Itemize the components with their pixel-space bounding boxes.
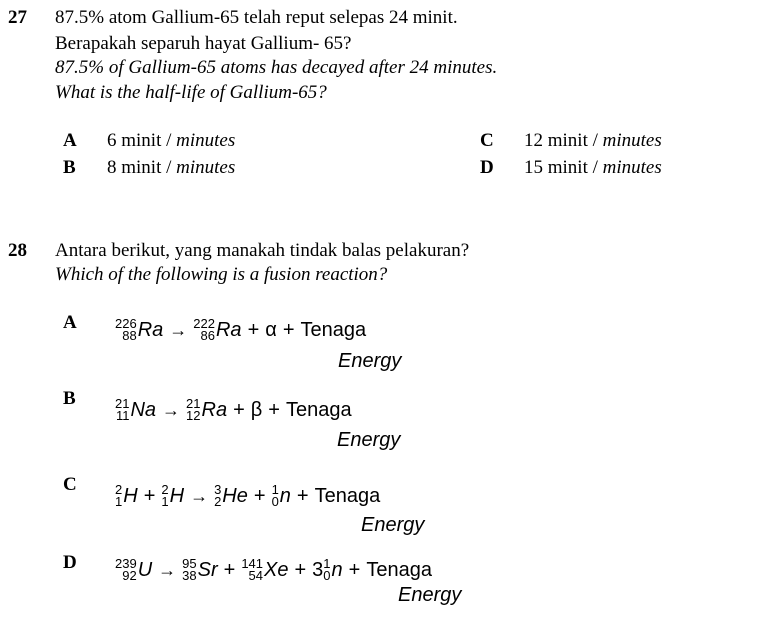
q27-option-c: 12 minit / minutes (524, 130, 662, 151)
q28-equation-c (115, 484, 380, 508)
nuclide-h-2: 2 1 H (115, 482, 138, 509)
q27-option-letter-a: A (63, 130, 77, 151)
plus-sign: + (233, 398, 245, 421)
plus-sign: + (247, 318, 260, 341)
q27-option-b: 8 minit / minutes (107, 157, 236, 178)
plus-sign: + (143, 484, 156, 507)
arrow-icon: → (169, 319, 188, 340)
plus-sign: + (282, 318, 295, 341)
nuclide-ra-226: 226 88 Ra (115, 316, 164, 343)
energy-label-ms: Tenaga (300, 318, 367, 341)
q27-option-letter-d: D (480, 157, 494, 178)
nuclide-ra-21: 21 12 Ra (186, 396, 228, 423)
nuclide-u-239: 239 92 U (115, 556, 153, 583)
nuclide-sr-95: 95 38 Sr (182, 556, 218, 583)
energy-label-ms: Tenaga (314, 484, 381, 507)
q28-option-letter-a: A (63, 312, 77, 333)
q28-equation-d (115, 558, 432, 582)
q28-option-letter-c: C (63, 474, 77, 495)
nuclide-xe-141: 141 54 Xe (241, 556, 289, 583)
energy-label-ms: Tenaga (366, 558, 432, 581)
q28-option-letter-b: B (63, 388, 76, 409)
plus-sign: + (253, 484, 266, 507)
q28-equation-a (115, 318, 366, 342)
nuclide-neutron: 1 0 n (271, 482, 291, 509)
q27-option-d: 15 minit / minutes (524, 157, 662, 178)
energy-label-en-a: Energy (338, 350, 402, 372)
energy-label-en-c: Energy (361, 514, 425, 536)
plus-sign: + (223, 558, 236, 581)
question-number-28: 28 (8, 240, 27, 261)
q28-option-letter-d: D (63, 552, 77, 573)
alpha-particle: α (265, 318, 277, 341)
arrow-icon: → (190, 485, 209, 506)
q28-text-ms: Antara berikut, yang manakah tindak balas pelakuran? (55, 240, 470, 261)
q27-text-ms-1: 87.5% atom Gallium-65 telah reput selepas 24 minit. (55, 7, 458, 28)
q27-option-a: 6 minit / minutes (107, 130, 236, 151)
q28-text-en: Which of the following is a fusion reaction? (55, 264, 388, 285)
neutron-coefficient: 3 (312, 558, 324, 581)
q27-option-letter-b: B (63, 157, 76, 178)
q28-equation-b (115, 398, 352, 422)
plus-sign: + (296, 484, 309, 507)
plus-sign: + (294, 558, 307, 581)
arrow-icon: → (162, 399, 181, 420)
q27-text-en-1: 87.5% of Gallium-65 atoms has decayed after 24 minutes. (55, 57, 498, 78)
plus-sign: + (348, 558, 361, 581)
nuclide-he-3: 3 2 He (214, 482, 248, 509)
energy-label-en-d: Energy (398, 584, 462, 606)
question-number-27: 27 (8, 7, 27, 28)
q27-option-letter-c: C (480, 130, 494, 151)
nuclide-na-21: 21 11 Na (115, 396, 157, 423)
plus-sign: + (268, 398, 280, 421)
nuclide-neutron: 1 0 n (323, 556, 343, 583)
q27-text-ms-2: Berapakah separuh hayat Gallium- 65? (55, 33, 352, 54)
nuclide-ra-222: 222 86 Ra (193, 316, 242, 343)
energy-label-en-b: Energy (337, 429, 401, 451)
energy-label-ms: Tenaga (285, 398, 352, 421)
q27-text-en-2: What is the half-life of Gallium-65? (55, 82, 327, 103)
nuclide-h-2: 2 1 H (161, 482, 185, 509)
arrow-icon: → (158, 559, 177, 580)
beta-particle: β (250, 398, 263, 421)
